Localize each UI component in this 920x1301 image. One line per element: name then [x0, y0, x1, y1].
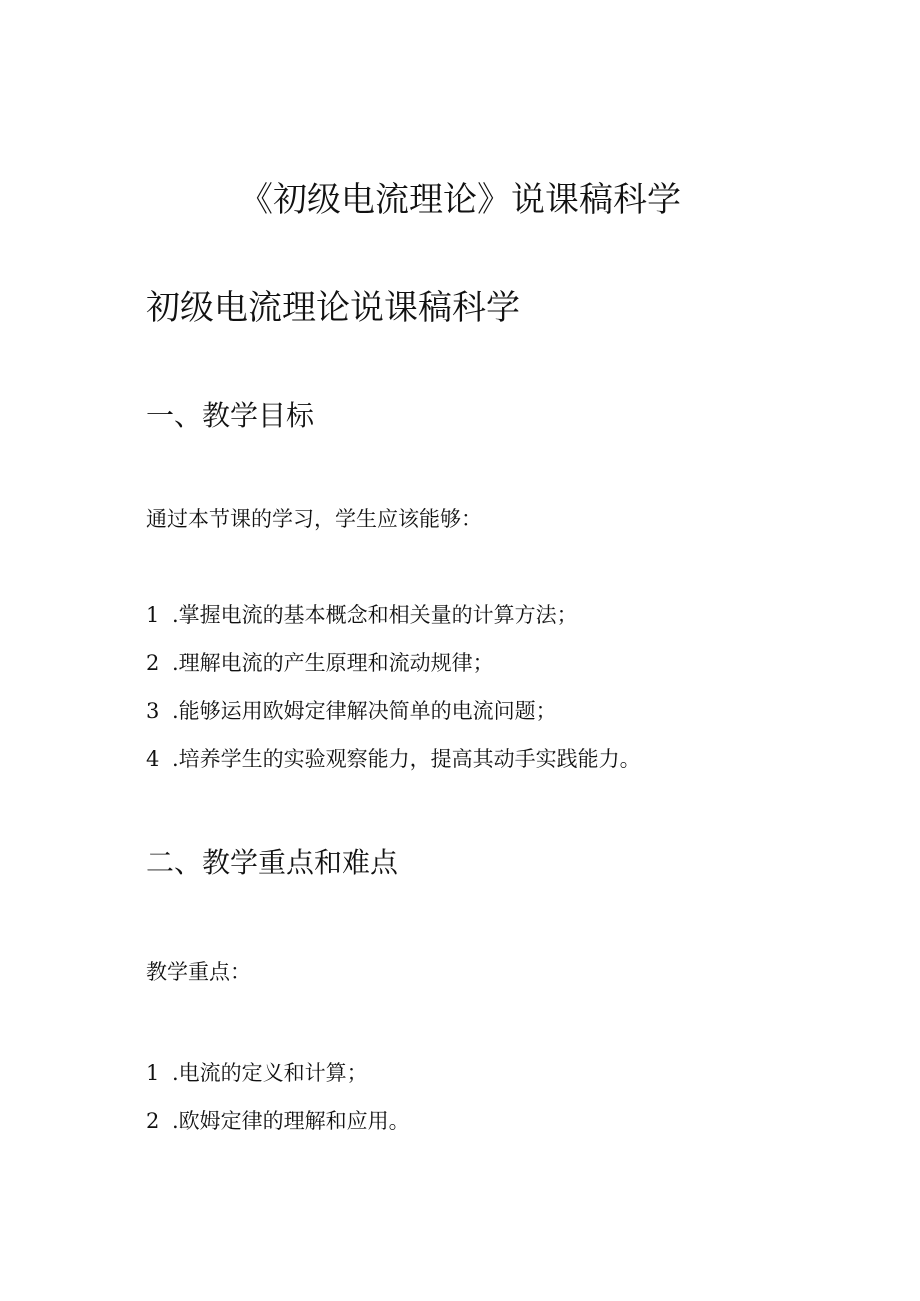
list-number: 2: [146, 651, 160, 675]
list-text: .掌握电流的基本概念和相关量的计算方法；: [172, 603, 578, 627]
objective-item: [146, 695, 557, 727]
list-number: 2: [146, 1109, 160, 1133]
document-subtitle: 初级电流理论说课稿科学: [146, 288, 520, 328]
list-number: 1: [146, 1061, 160, 1085]
key-point-item: [146, 1105, 410, 1137]
section-heading-objectives: 一、教学目标: [146, 399, 315, 432]
list-number: 1: [146, 603, 160, 627]
list-number: 4: [146, 747, 160, 771]
objective-item: [146, 599, 578, 631]
list-text: .培养学生的实验观察能力，提高其动手实践能力。: [172, 747, 641, 771]
objective-item: [146, 743, 641, 775]
key-points-label: 教学重点：: [146, 960, 251, 984]
document-title: 《初级电流理论》说课稿科学: [239, 180, 681, 220]
objective-item: [146, 647, 494, 679]
objectives-intro: 通过本节课的学习，学生应该能够：: [146, 507, 482, 531]
section-heading-key-points: 二、教学重点和难点: [146, 846, 399, 879]
key-point-item: [146, 1057, 368, 1089]
list-text: .电流的定义和计算；: [172, 1061, 368, 1085]
list-text: .能够运用欧姆定律解决简单的电流问题；: [172, 699, 557, 723]
list-text: .理解电流的产生原理和流动规律；: [172, 651, 494, 675]
list-number: 3: [146, 699, 160, 723]
list-text: .欧姆定律的理解和应用。: [172, 1109, 410, 1133]
